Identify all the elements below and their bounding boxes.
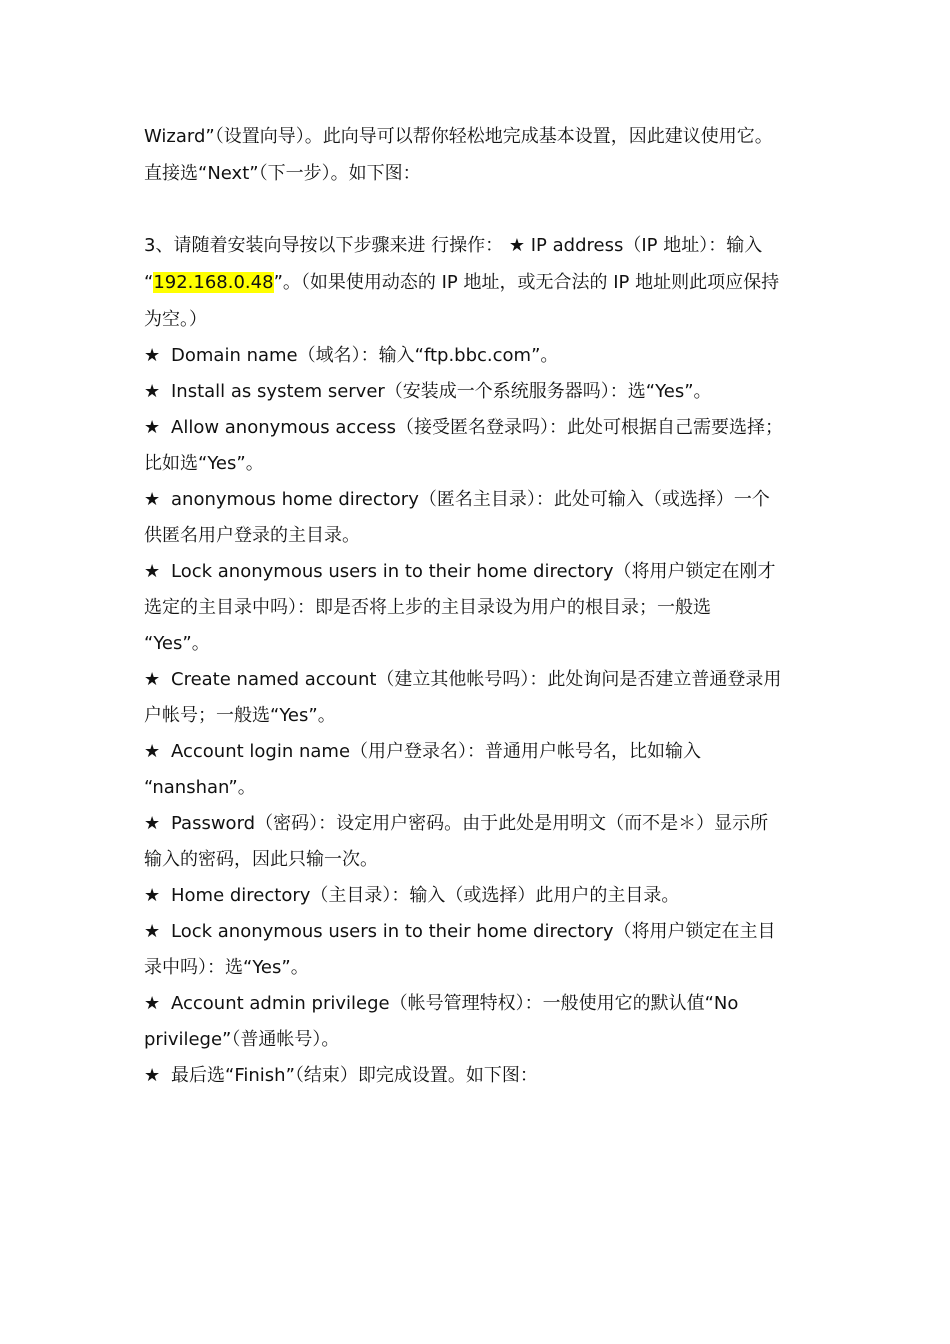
ip-address-highlight: 192.168.0.48 (153, 272, 274, 293)
bullet-item-continuation (144, 1022, 814, 1058)
bullet-item-text: 供匿名用户登录的主目录。 (144, 525, 360, 546)
star-icon: ★ (144, 741, 161, 762)
bullet-item-text: Lock anonymous users in to their home directory（将用户锁定在主目 (171, 921, 776, 942)
bullet-item-text: Allow anonymous access（接受匿名登录吗）：此处可根据自己需要选择； (171, 417, 783, 438)
document-body (144, 118, 814, 1094)
bullet-item-line (144, 410, 814, 446)
paragraph-steps-line-2 (144, 264, 814, 301)
bullet-item-line (144, 914, 814, 950)
bullet-item-line (144, 806, 814, 842)
paragraph-steps-line-3: 为空。） (144, 309, 207, 330)
bullet-item-text: Install as system server（安装成一个系统服务器吗）：选“Yes”。 (171, 381, 712, 402)
bullet-item-text: Domain name（域名）：输入“ftp.bbc.com”。 (171, 345, 559, 366)
bullet-item-continuation (144, 626, 814, 662)
bullet-item-line (144, 878, 814, 914)
bullet-item-continuation (144, 842, 814, 878)
bullet-item-continuation (144, 590, 814, 626)
paragraph-wizard-line-2: 直接选“Next”（下一步）。如下图： (144, 163, 421, 184)
bullet-item-text: anonymous home directory（匿名主目录）：此处可输入（或选择）一个 (171, 489, 770, 510)
star-icon: ★ (144, 993, 161, 1014)
star-icon: ★ (144, 813, 161, 834)
bullet-item-text: Password（密码）：设定用户密码。由于此处是用明文（而不是＊）显示所 (171, 813, 769, 834)
bullet-item-text: 录中吗）：选“Yes”。 (144, 957, 309, 978)
star-icon: ★ (144, 561, 161, 582)
bullet-item-text: 选定的主目录中吗）：即是否将上步的主目录设为用户的根目录；一般选 (144, 597, 711, 618)
bullet-item-line (144, 554, 814, 590)
bullet-item-continuation (144, 770, 814, 806)
star-icon: ★ (144, 345, 161, 366)
bullet-item-line (144, 662, 814, 698)
paragraph-gap (144, 192, 814, 227)
bullet-item-text: 比如选“Yes”。 (144, 453, 264, 474)
ip-note-text: ”。（如果使用动态的 IP 地址，或无合法的 IP 地址则此项应保持 (273, 272, 780, 293)
bullet-item-text: “Yes”。 (144, 633, 210, 654)
star-icon: ★ (144, 1065, 161, 1086)
open-quote: “ (144, 272, 154, 293)
star-icon: ★ (144, 669, 161, 690)
star-icon: ★ (144, 885, 161, 906)
bullet-item-line (144, 482, 814, 518)
bullet-item-text: Create named account（建立其他帐号吗）：此处询问是否建立普通登录用 (171, 669, 782, 690)
bullet-item-text: 户帐号；一般选“Yes”。 (144, 705, 336, 726)
bullet-item-text: Account admin privilege（帐号管理特权）：一般使用它的默认值“No (171, 993, 739, 1014)
bullet-item-text: Lock anonymous users in to their home directory（将用户锁定在刚才 (171, 561, 776, 582)
bullet-item-continuation (144, 950, 814, 986)
bullet-item-text: “nanshan”。 (144, 777, 256, 798)
bullet-item-continuation (144, 698, 814, 734)
star-icon: ★ (144, 921, 161, 942)
bullet-item-text: 最后选“Finish”（结束）即完成设置。如下图： (171, 1065, 538, 1086)
bullet-item-line (144, 374, 814, 410)
bullet-item-text: Home directory（主目录）：输入（或选择）此用户的主目录。 (171, 885, 680, 906)
bullet-item-text: 输入的密码，因此只输一次。 (144, 849, 378, 870)
star-icon: ★ (144, 417, 161, 438)
bullet-item-text: Account login name（用户登录名）：普通用户帐号名，比如输入 (171, 741, 702, 762)
star-icon: ★ (144, 489, 161, 510)
paragraph-wizard-line-1: Wizard”（设置向导）。此向导可以帮你轻松地完成基本设置，因此建议使用它。 (144, 126, 773, 147)
bullet-item-line (144, 338, 814, 374)
paragraph-steps-line-1: 3、请随着安装向导按以下步骤来进 行操作： ★ IP address（IP 地址）：输入 (144, 235, 763, 256)
bullet-item-continuation (144, 518, 814, 554)
bullet-item-continuation (144, 446, 814, 482)
bullet-list (144, 338, 814, 1094)
bullet-item-line (144, 1058, 814, 1094)
star-icon: ★ (144, 381, 161, 402)
bullet-item-text: privilege”（普通帐号）。 (144, 1029, 340, 1050)
bullet-item-line (144, 986, 814, 1022)
bullet-item-line (144, 734, 814, 770)
